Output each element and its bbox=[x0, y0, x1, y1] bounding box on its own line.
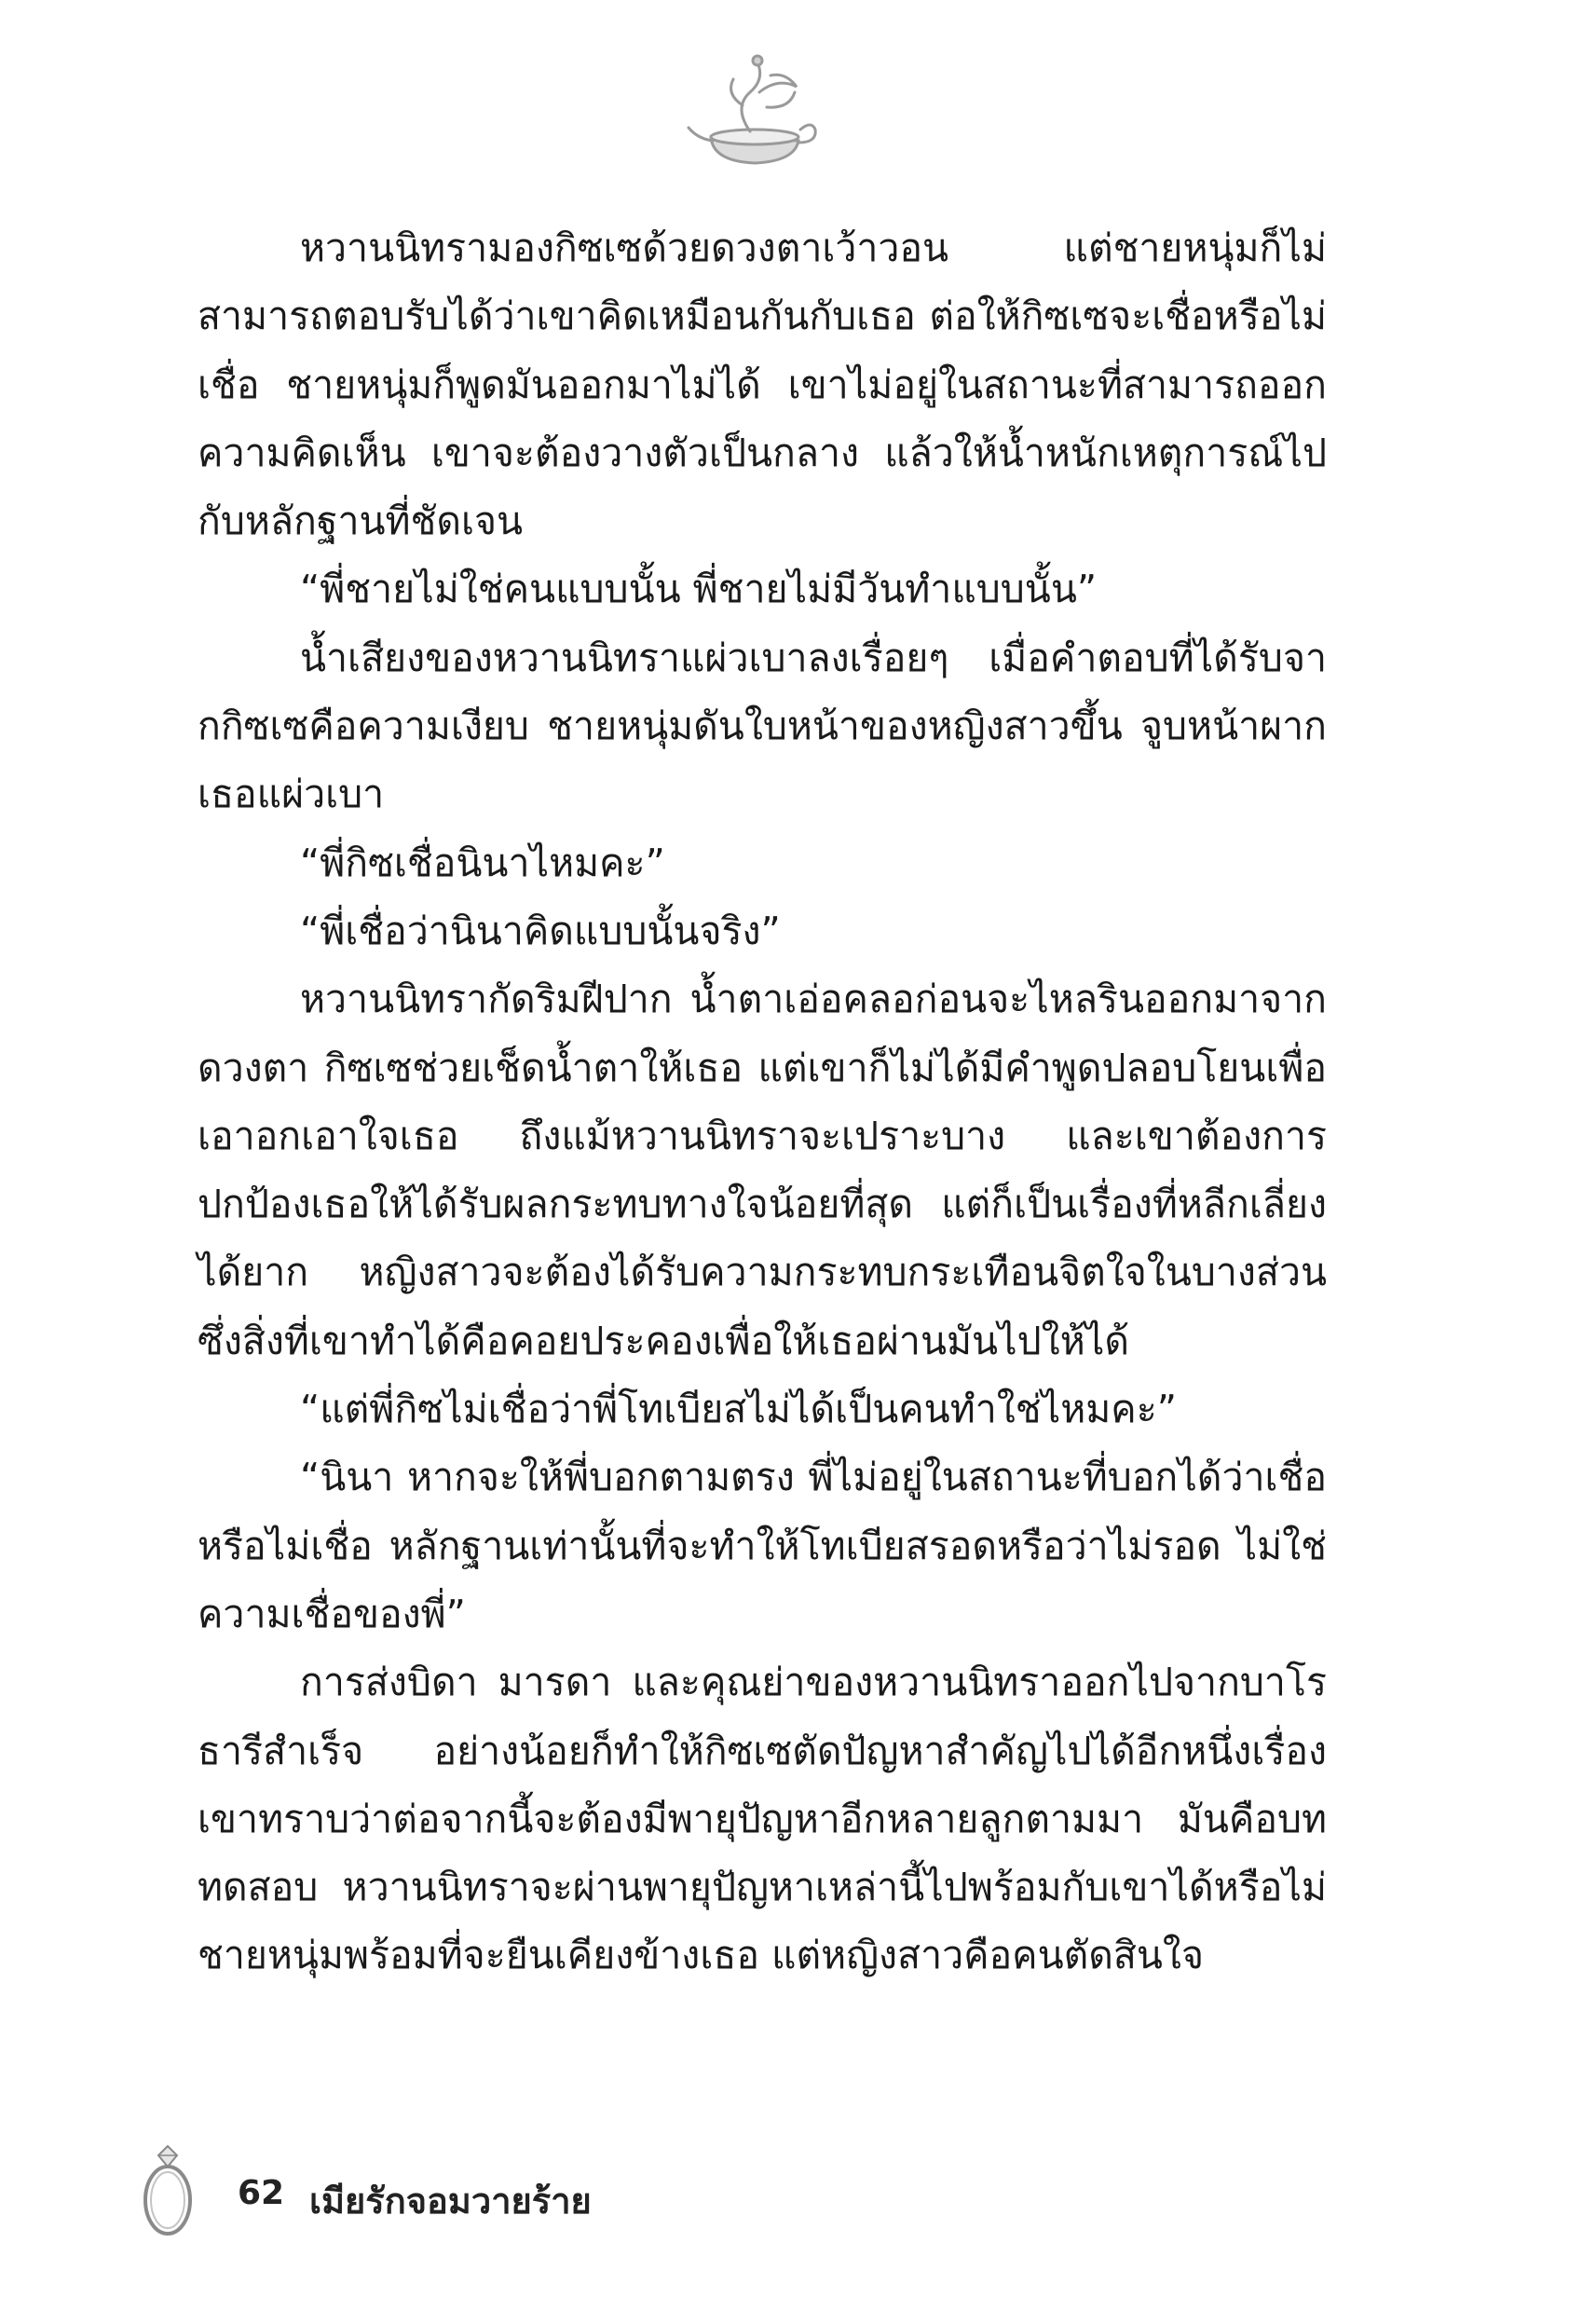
genie-lamp-icon bbox=[685, 51, 825, 172]
paragraph: “พี่กิซเชื่อนินาไหมคะ” bbox=[300, 840, 665, 885]
page-number: 62 bbox=[238, 2174, 285, 2212]
paragraph: “แต่พี่กิซไม่เชื่อว่าพี่โทเบียสไม่ได้เป็นคนทำใช่ไหมคะ” bbox=[300, 1387, 1177, 1432]
paragraph: น้ำเสียงของหวานนิทราแผ่วเบาลงเรื่อยๆ เมื่อคำตอบที่ได้รับจากกิซเซคือความเงียบ ชายหนุ่มดันใบหน้าของหญิงสาวขึ้น จูบหน้าผากเธอแผ่วเบา bbox=[198, 635, 1327, 817]
paragraph: หวานนิทรากัดริมฝีปาก น้ำตาเอ่อคลอก่อนจะไหลรินออกมาจากดวงตา กิซเซช่วยเช็ดน้ำตาให้เธอ แต่เขาก็ไม่ได้มีคำพูดปลอบโยนเพื่อเอาอกเอาใจเธอ ถึงแม้หวานนิทราจะเปราะบาง และเขาต้องการปกป้องเธอให้ได้รับผลกระทบทางใจน้อยที่สุด แต่ก็เป็นเรื่องที่หลีกเลี่ยงได้ยาก หญิงสาวจะต้องได้รับความกระทบกระเทือนจิตใจในบางส่วน ซึ่งสิ่งที่เขาทำได้คือคอยประคองเพื่อให้เธอผ่านมันไปให้ได้ bbox=[198, 977, 1327, 1363]
page-footer bbox=[130, 2139, 969, 2241]
book-title: เมียรักจอมวายร้าย bbox=[309, 2181, 592, 2222]
paragraph: “พี่ชายไม่ใช่คนแบบนั้น พี่ชายไม่มีวันทำแบบนั้น” bbox=[300, 567, 1098, 612]
paragraph: หวานนิทรามองกิซเซด้วยดวงตาเว้าวอน แต่ชายหนุ่มก็ไม่สามารถตอบรับได้ว่าเขาคิดเหมือนกันกับเธอ ต่อให้กิซเซจะเชื่อหรือไม่เชื่อ ชายหนุ่มก็พูดมันออกมาไม่ได้ เขาไม่อยู่ในสถานะที่สามารถออกความคิดเห็น เขาจะต้องวางตัวเป็นกลาง แล้วให้น้ำหนักเหตุการณ์ไปกับหลักฐานที่ชัดเจน bbox=[198, 226, 1327, 544]
paragraph: “พี่เชื่อว่านินาคิดแบบนั้นจริง” bbox=[300, 908, 781, 953]
paragraph: การส่งบิดา มารดา และคุณย่าของหวานนิทราออกไปจากบาโรธารีสำเร็จ อย่างน้อยก็ทำให้กิซเซตัดปัญหาสำคัญไปได้อีกหนึ่งเรื่อง เขาทราบว่าต่อจากนี้จะต้องมีพายุปัญหาอีกหลายลูกตามมา มันคือบททดสอบ หวานนิทราจะผ่านพายุปัญหาเหล่านี้ไปพร้อมกับเขาได้หรือไม่ ชายหนุ่มพร้อมที่จะยืนเคียงข้างเธอ แต่หญิงสาวคือคนตัดสินใจ bbox=[198, 1660, 1327, 1978]
ring-icon bbox=[130, 2139, 205, 2241]
paragraph: “นินา หากจะให้พี่บอกตามตรง พี่ไม่อยู่ในสถานะที่บอกได้ว่าเชื่อหรือไม่เชื่อ หลักฐานเท่านั้นที่จะทำให้โทเบียสรอดหรือว่าไม่รอด ไม่ใช่ความเชื่อของพี่” bbox=[198, 1455, 1327, 1636]
chapter-body-text bbox=[198, 214, 1327, 1990]
